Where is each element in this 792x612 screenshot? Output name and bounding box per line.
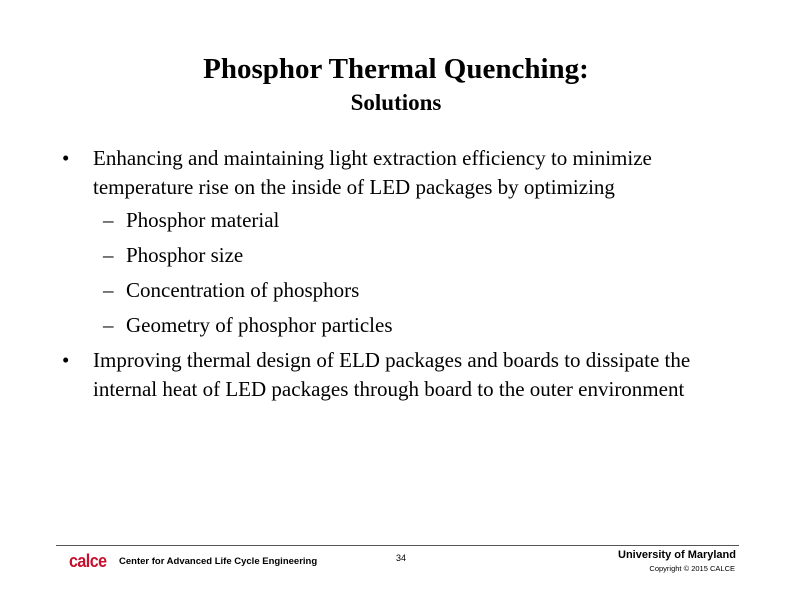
sub-list — [60, 206, 740, 340]
bullet-text: Improving thermal design of ELD packages and boards to dissipate the internal heat of LED packages through board to the outer environment — [93, 348, 691, 401]
page-number: 34 — [396, 553, 407, 563]
slide-title: Phosphor Thermal Quenching: — [203, 53, 589, 85]
slide-content — [60, 144, 740, 404]
sub-item — [60, 241, 740, 270]
sub-marker: – — [103, 313, 114, 337]
sub-marker: – — [103, 243, 114, 267]
bullet-marker: • — [62, 146, 70, 170]
footer-center-name: Center for Advanced Life Cycle Engineering — [119, 556, 318, 567]
sub-item-text: Concentration of phosphors — [126, 278, 360, 302]
footer-divider — [56, 545, 739, 546]
bullet-marker: • — [62, 348, 70, 372]
footer-university: University of Maryland — [618, 549, 736, 561]
slide-subtitle: Solutions — [350, 90, 442, 115]
sub-item — [60, 311, 740, 340]
sub-item-text: Phosphor size — [126, 243, 244, 267]
bullet-item — [60, 346, 740, 404]
sub-marker: – — [103, 278, 114, 302]
calce-logo: calce — [69, 552, 107, 572]
sub-item-text: Phosphor material — [126, 208, 280, 232]
footer-copyright: Copyright © 2015 CALCE — [649, 564, 735, 573]
bullet-text: Enhancing and maintaining light extraction efficiency to minimize temperature rise on the inside of LED packages by optimizing — [93, 146, 652, 199]
bullet-item — [60, 144, 740, 202]
sub-item — [60, 206, 740, 235]
sub-item — [60, 276, 740, 305]
sub-marker: – — [103, 208, 114, 232]
sub-item-text: Geometry of phosphor particles — [126, 313, 393, 337]
